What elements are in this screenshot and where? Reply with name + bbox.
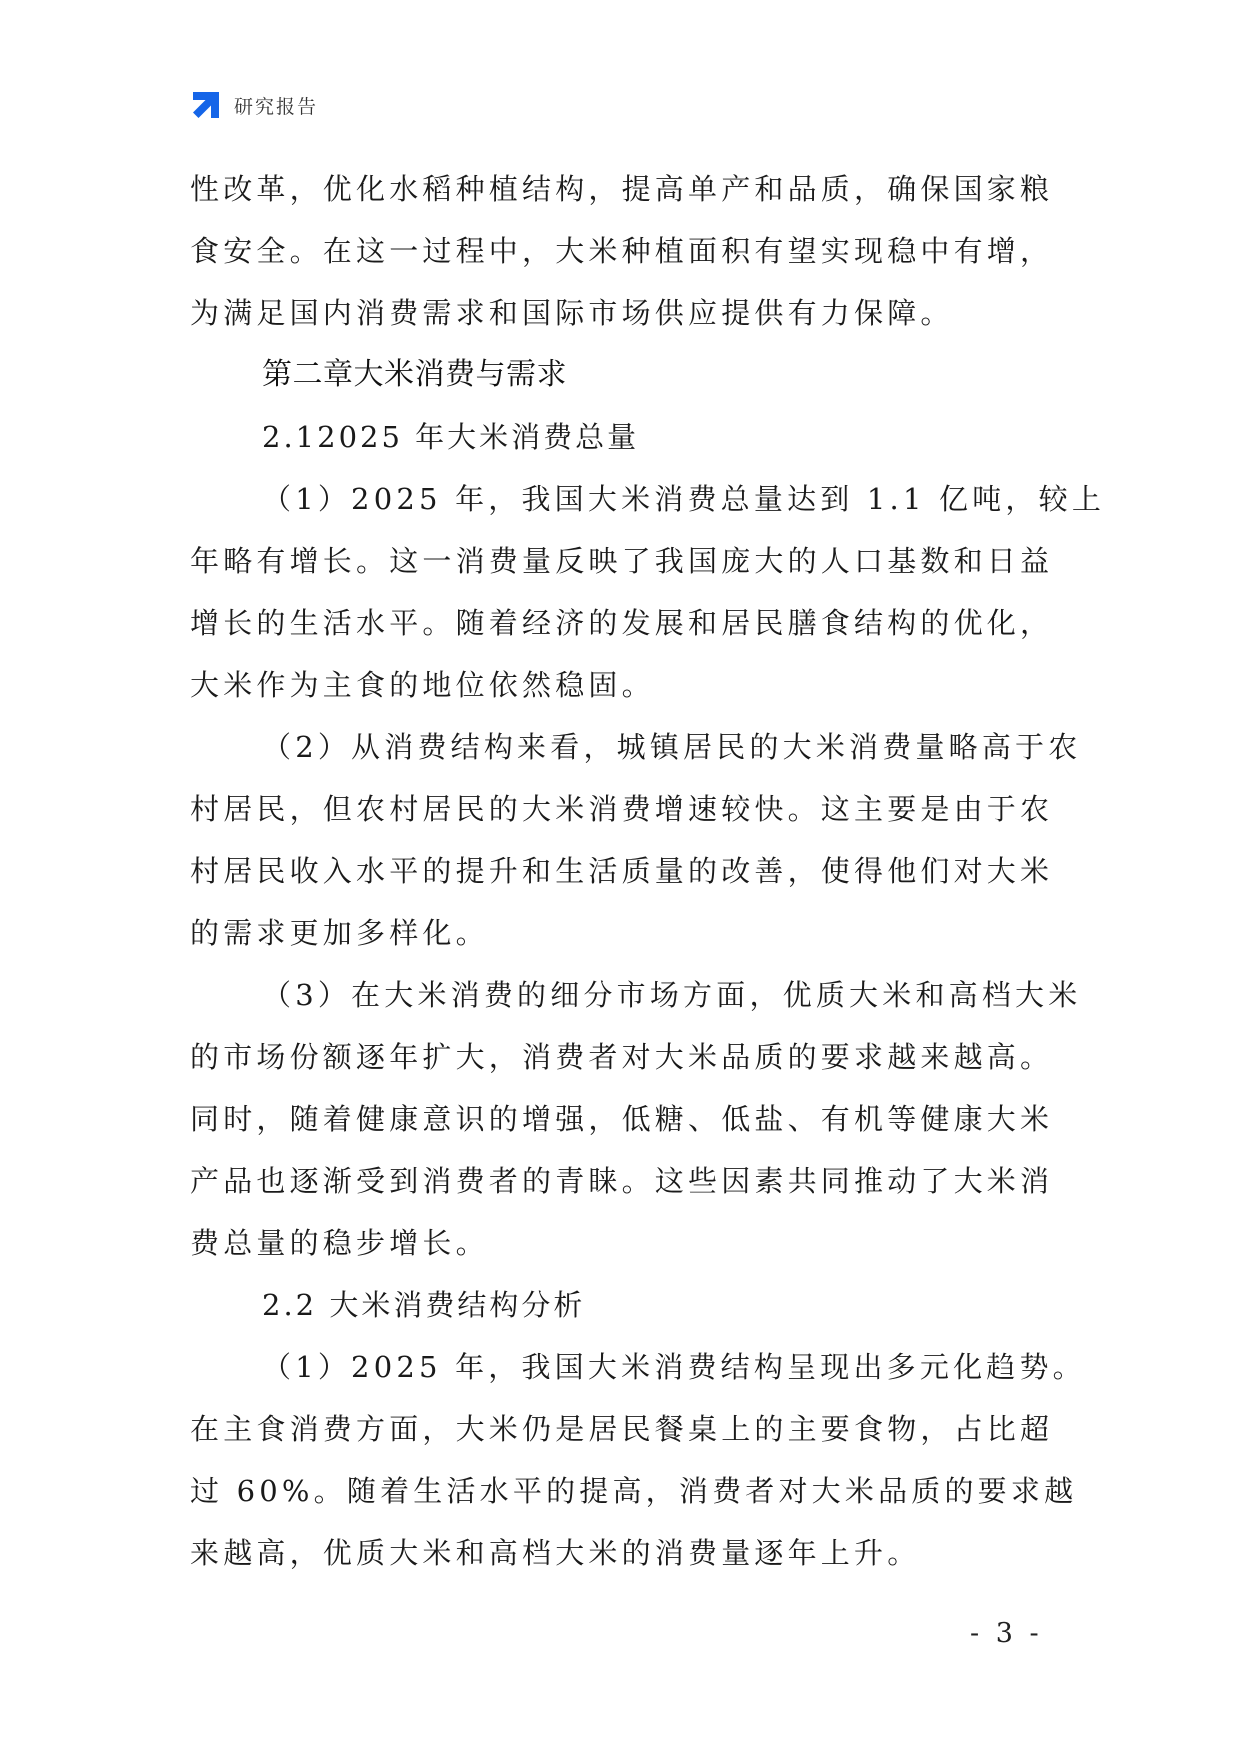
text-line: 的需求更加多样化。 xyxy=(190,916,489,950)
text-line: 的市场份额逐年扩大，消费者对大米品质的要求越来越高。 xyxy=(190,1040,1054,1074)
text-line: （3）在大米消费的细分市场方面，优质大米和高档大米 xyxy=(262,978,1082,1012)
section-heading-2-2: 2.2 大米消费结构分析 xyxy=(262,1288,586,1322)
paragraph-2-1-1 xyxy=(190,468,1106,716)
text-line: 性改革，优化水稻种植结构，提高单产和品质，确保国家粮 xyxy=(190,172,1054,206)
text-line: （1）2025 年，我国大米消费总量达到 1.1 亿吨，较上 xyxy=(262,482,1106,516)
paragraph-2-1-2 xyxy=(190,716,1082,964)
paragraph-intro xyxy=(190,158,1070,344)
paragraph-2-2-1 xyxy=(190,1336,1086,1584)
chapter-heading: 第二章大米消费与需求 xyxy=(262,357,567,392)
text-line: 同时，随着健康意识的增强，低糖、低盐、有机等健康大米 xyxy=(190,1102,1054,1136)
report-header xyxy=(190,88,318,122)
text-line: 年略有增长。这一消费量反映了我国庞大的人口基数和日益 xyxy=(190,544,1054,578)
paragraph-2-1-3 xyxy=(190,964,1082,1274)
section-heading-2-1: 2.12025 年大米消费总量 xyxy=(262,420,640,454)
text-line: 为满足国内消费需求和国际市场供应提供有力保障。 xyxy=(190,296,954,330)
arrow-up-right-icon xyxy=(190,89,222,121)
report-title: 研究报告 xyxy=(234,95,319,118)
text-line: 食安全。在这一过程中，大米种植面积有望实现稳中有增， xyxy=(190,234,1054,268)
text-line: 村居民，但农村居民的大米消费增速较快。这主要是由于农 xyxy=(190,792,1054,826)
text-line: 大米作为主食的地位依然稳固。 xyxy=(190,668,655,702)
text-line: 产品也逐渐受到消费者的青睐。这些因素共同推动了大米消 xyxy=(190,1164,1054,1198)
text-line: 过 60%。随着生活水平的提高，消费者对大米品质的要求越 xyxy=(190,1474,1078,1508)
text-line: （1）2025 年，我国大米消费结构呈现出多元化趋势。 xyxy=(262,1350,1086,1384)
text-line: 来越高，优质大米和高档大米的消费量逐年上升。 xyxy=(190,1536,921,1570)
text-line: 费总量的稳步增长。 xyxy=(190,1226,489,1260)
text-line: 村居民收入水平的提升和生活质量的改善，使得他们对大米 xyxy=(190,854,1054,888)
text-line: 在主食消费方面，大米仍是居民餐桌上的主要食物，占比超 xyxy=(190,1412,1054,1446)
text-line: 增长的生活水平。随着经济的发展和居民膳食结构的优化， xyxy=(190,606,1054,640)
page-number: - 3 - xyxy=(970,1618,1043,1649)
text-line: （2）从消费结构来看，城镇居民的大米消费量略高于农 xyxy=(262,730,1082,764)
document-body xyxy=(190,158,1106,1584)
